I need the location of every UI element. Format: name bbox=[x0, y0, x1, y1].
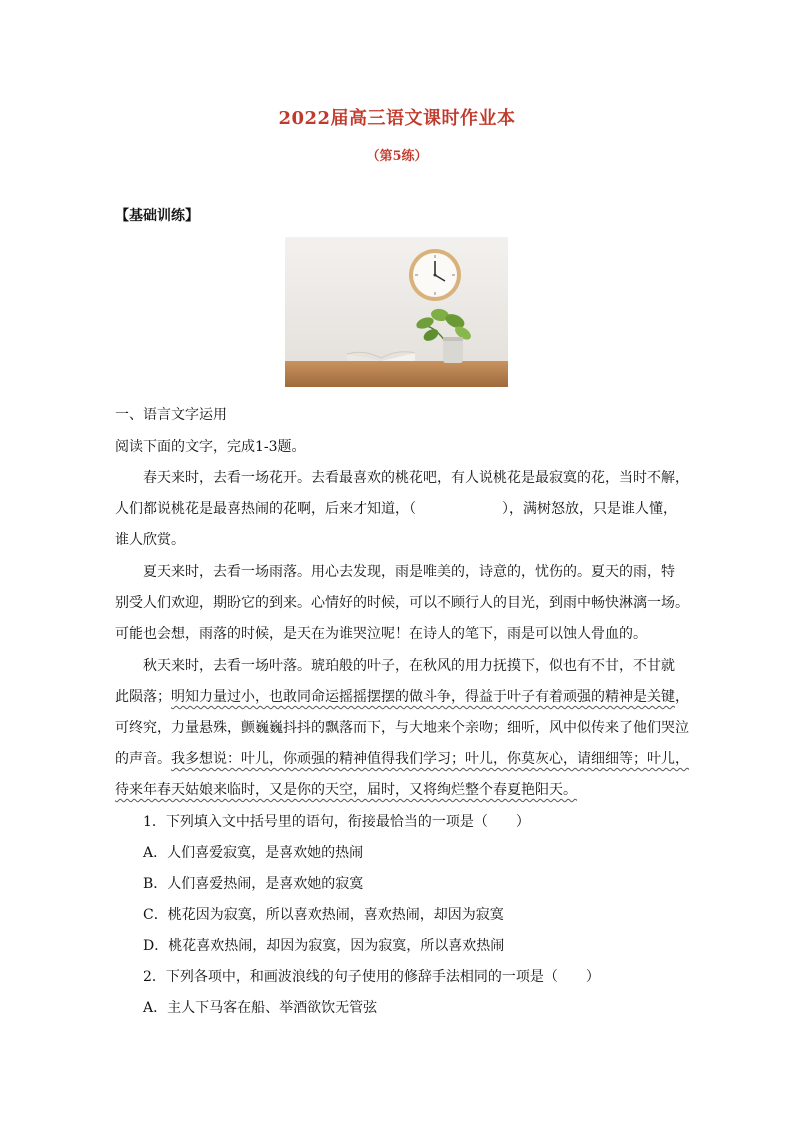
question-2: 2．下列各项中，和画波浪线的句子使用的修辞手法相同的一项是（ ） bbox=[143, 969, 600, 985]
document-subtitle: （第5练） bbox=[366, 149, 428, 164]
passage-line: 别受人们欢迎，期盼它的到来。心情好的时候，可以不顾行人的目光，到雨中畅快淋漓一场。 bbox=[115, 595, 689, 611]
clock-and-plant-photo bbox=[285, 237, 508, 387]
passage-line bbox=[115, 498, 675, 518]
q1-option-d: D．桃花喜欢热闹，却因为寂寞，因为寂寞，所以喜欢热闹 bbox=[143, 938, 505, 954]
passage-text: 的声音。 bbox=[115, 751, 171, 767]
q1-option-a: A．人们喜爱寂寞，是喜欢她的热闹 bbox=[143, 845, 364, 861]
passage-line: 谁人欣赏。 bbox=[115, 532, 185, 548]
q2-option-a: A．主人下马客在船、举酒欲饮无管弦 bbox=[143, 1000, 378, 1016]
wavy-underlined-sentence: 我多想说：叶儿，你顽强的精神值得我们学习；叶儿，你莫灰心，请细细等；叶儿， bbox=[171, 751, 689, 767]
passage-text: 此陨落； bbox=[115, 689, 171, 705]
passage-text: 人们都说桃花是最喜热闹的花啊，后来才知道，（ bbox=[115, 501, 416, 517]
instruction: 阅读下面的文字，完成1-3题。 bbox=[115, 439, 306, 455]
clock-icon bbox=[409, 249, 461, 301]
passage-line: 秋天来时，去看一场叶落。琥珀般的叶子，在秋风的用力抚摸下，似也有不甘，不甘就 bbox=[143, 658, 675, 674]
part-heading: 一、语言文字运用 bbox=[115, 407, 227, 423]
passage-line: 春天来时，去看一场花开。去看最喜欢的桃花吧，有人说桃花是最寂寞的花，当时不解， bbox=[143, 470, 689, 486]
passage-line: 可能也会想，雨落的时候，是天在为谁哭泣呢！在诗人的笔下，雨是可以蚀人骨血的。 bbox=[115, 626, 647, 642]
passage-line: 夏天来时，去看一场雨落。用心去发现，雨是唯美的，诗意的，忧伤的。夏天的雨，特 bbox=[143, 564, 675, 580]
document-title: 2022届高三语文课时作业本 bbox=[278, 108, 516, 129]
question-1: 1．下列填入文中括号里的语句，衔接最恰当的一项是（ ） bbox=[143, 814, 530, 830]
q1-option-c: C．桃花因为寂寞，所以喜欢热闹，喜欢热闹，却因为寂寞 bbox=[143, 907, 504, 923]
passage-line bbox=[115, 748, 689, 768]
section-tag: 【基础训练】 bbox=[115, 208, 199, 224]
wavy-underlined-sentence: 待来年春天姑娘来临时，又是你的天空，届时，又将绚烂整个春夏艳阳天。 bbox=[115, 782, 577, 798]
q1-option-b: B．人们喜爱热闹，是喜欢她的寂寞 bbox=[143, 876, 364, 892]
passage-line: 可终究，力量悬殊，颤巍巍抖抖的飘落而下，与大地来个亲吻；细听，风中似传来了他们哭泣 bbox=[115, 720, 689, 736]
wavy-underlined-sentence: 明知力量过小，也敢同命运摇摇摆摆的做斗争，得益于叶子有着顽强的精神是关键 bbox=[171, 689, 675, 705]
passage-line bbox=[115, 779, 675, 799]
passage-text: ， bbox=[675, 689, 689, 705]
passage-text: ），满树怒放，只是谁人懂， bbox=[502, 501, 677, 517]
passage-line bbox=[115, 686, 689, 706]
photo-illustration bbox=[285, 237, 508, 387]
